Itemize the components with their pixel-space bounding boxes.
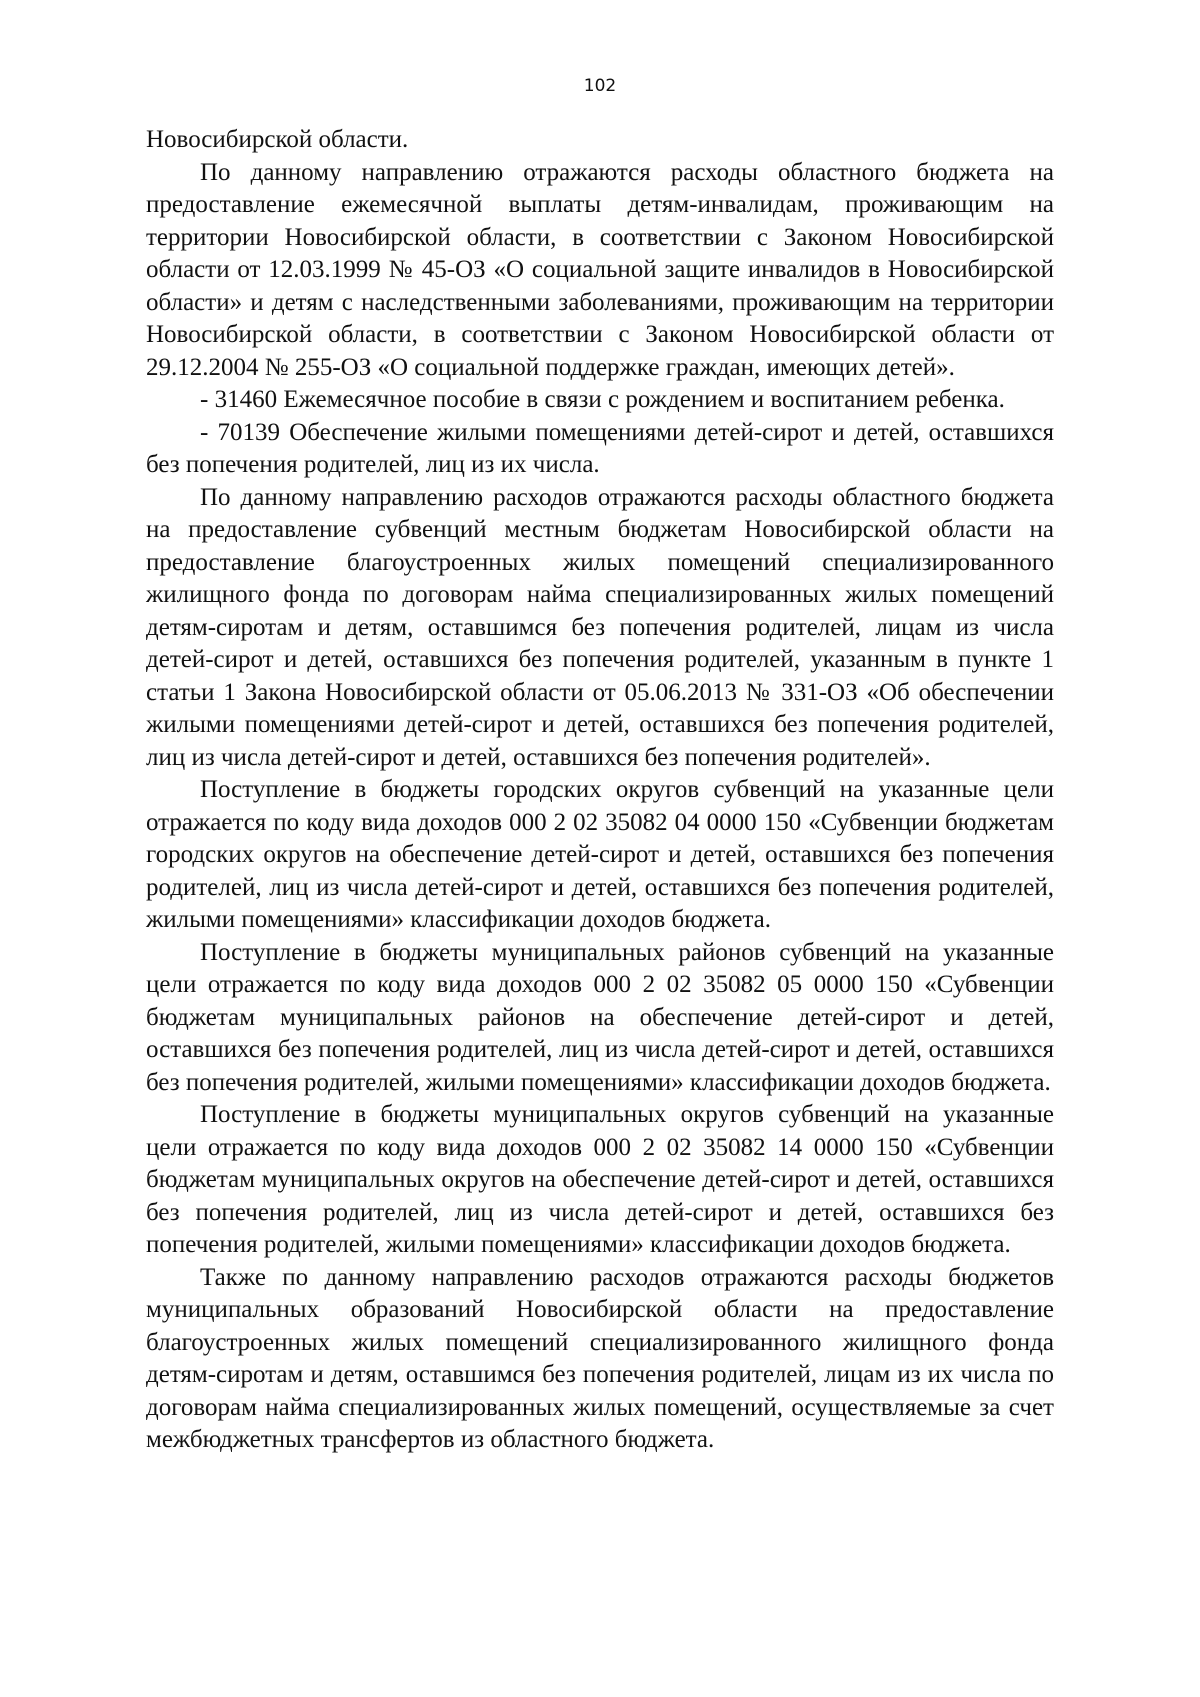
paragraph-municipal-okrugs-revenue: Поступление в бюджеты муниципальных округов субвенций на указанные цели отражается по коду вида доходов 000 2 02 35082 14 0000 150 «Субвенции бюджетам муниципальных округов на обеспечение детей-сирот и детей, оставшихся без попечения родителей, лиц из числа детей-сирот и детей, оставшихся без попечения родителей, жилыми помещениями» классификации доходов бюджета.: [146, 1101, 1054, 1258]
paragraph-city-districts-revenue: Поступление в бюджеты городских округов субвенций на указанные цели отражается по коду вида доходов 000 2 02 35082 04 0000 150 «Субвенции бюджетам городских округов на обеспечение детей-сирот и детей, оставшихся без попечения родителей, лиц из числа детей-сирот и детей, оставшихся без попечения родителей, жилыми помещениями» классификации доходов бюджета.: [146, 776, 1054, 933]
paragraph-item-70139: - 70139 Обеспечение жилыми помещениями детей-сирот и детей, оставшихся без попечения родителей, лиц из их числа.: [146, 418, 1054, 478]
page-number: 102: [583, 76, 617, 96]
paragraph-municipal-expenses: Также по данному направлению расходов отражаются расходы бюджетов муниципальных образований Новосибирской области на предоставление благоустроенных жилых помещений специализированного жилищного фонда детям-сиротам и детям, оставшимся без попечения родителей, лицам из их числа по договорам найма специализированных жилых помещений, осуществляемые за счет межбюджетных трансфертов из областного бюджета.: [146, 1263, 1054, 1453]
paragraph-municipal-districts-revenue: Поступление в бюджеты муниципальных районов субвенций на указанные цели отражается по коду вида доходов 000 2 02 35082 05 0000 150 «Субвенции бюджетам муниципальных районов на обеспечение детей-сирот и детей, оставшихся без попечения родителей, лиц из числа детей-сирот и детей, оставшихся без попечения родителей, жилыми помещениями» классификации доходов бюджета.: [146, 938, 1054, 1096]
paragraph-item-31460: - 31460 Ежемесячное пособие в связи с рождением и воспитанием ребенка.: [200, 386, 1005, 413]
paragraph-monthly-payment-disabled-children: По данному направлению отражаются расходы областного бюджета на предоставление ежемесячной выплаты детям-инвалидам, проживающим на территории Новосибирской области, в соответствии с Законом Новосибирской области от 12.03.1999 № 45-ОЗ «О социальной защите инвалидов в Новосибирской области» и детям с наследственными заболеваниями, проживающим на территории Новосибирской области, в соответствии с Законом Новосибирской области от 29.12.2004 № 255-ОЗ «О социальной поддержке граждан, имеющих детей».: [146, 158, 1054, 381]
paragraph-subventions-housing: По данному направлению расходов отражаются расходы областного бюджета на предоставление субвенций местным бюджетам Новосибирской области на предоставление благоустроенных жилых помещений специализированного жилищного фонда по договорам найма специализированных жилых помещений детям-сиротам и детям, оставшимся без попечения родителей, лицам из числа детей-сирот и детей, оставшихся без попечения родителей, указанным в пункте 1 статьи 1 Закона Новосибирской области от 05.06.2013 № 331-ОЗ «Об обеспечении жилыми помещениями детей-сирот и детей, оставшихся без попечения родителей, лиц из числа детей-сирот и детей, оставшихся без попечения родителей».: [146, 483, 1054, 771]
paragraph-continuation: Новосибирской области.: [146, 126, 409, 153]
document-body: [146, 124, 1054, 1457]
